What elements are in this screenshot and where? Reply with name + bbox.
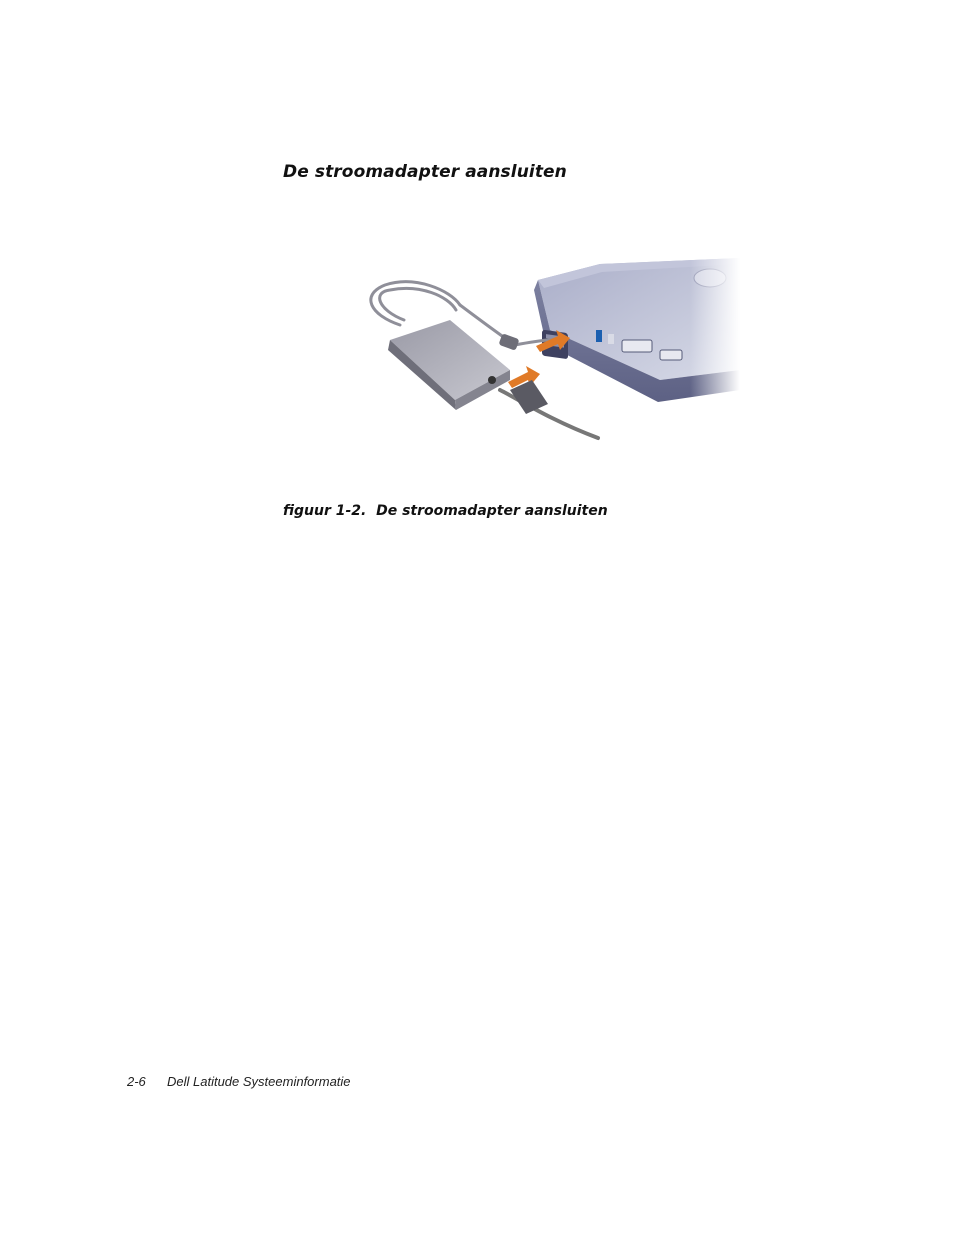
figure-caption: figuur 1-2. De stroomadapter aansluiten	[283, 503, 608, 519]
document-title: Dell Latitude Systeeminformatie	[167, 1074, 351, 1089]
ac-adapter-connection-illustration	[360, 250, 740, 445]
ac-adapter-brick	[388, 320, 510, 410]
page-number: 2-6	[127, 1074, 146, 1089]
section-heading: De stroomadapter aansluiten	[283, 162, 567, 182]
laptop-computer	[534, 250, 740, 410]
figure-ac-adapter-illustration	[360, 250, 740, 445]
page-footer	[127, 1074, 351, 1089]
